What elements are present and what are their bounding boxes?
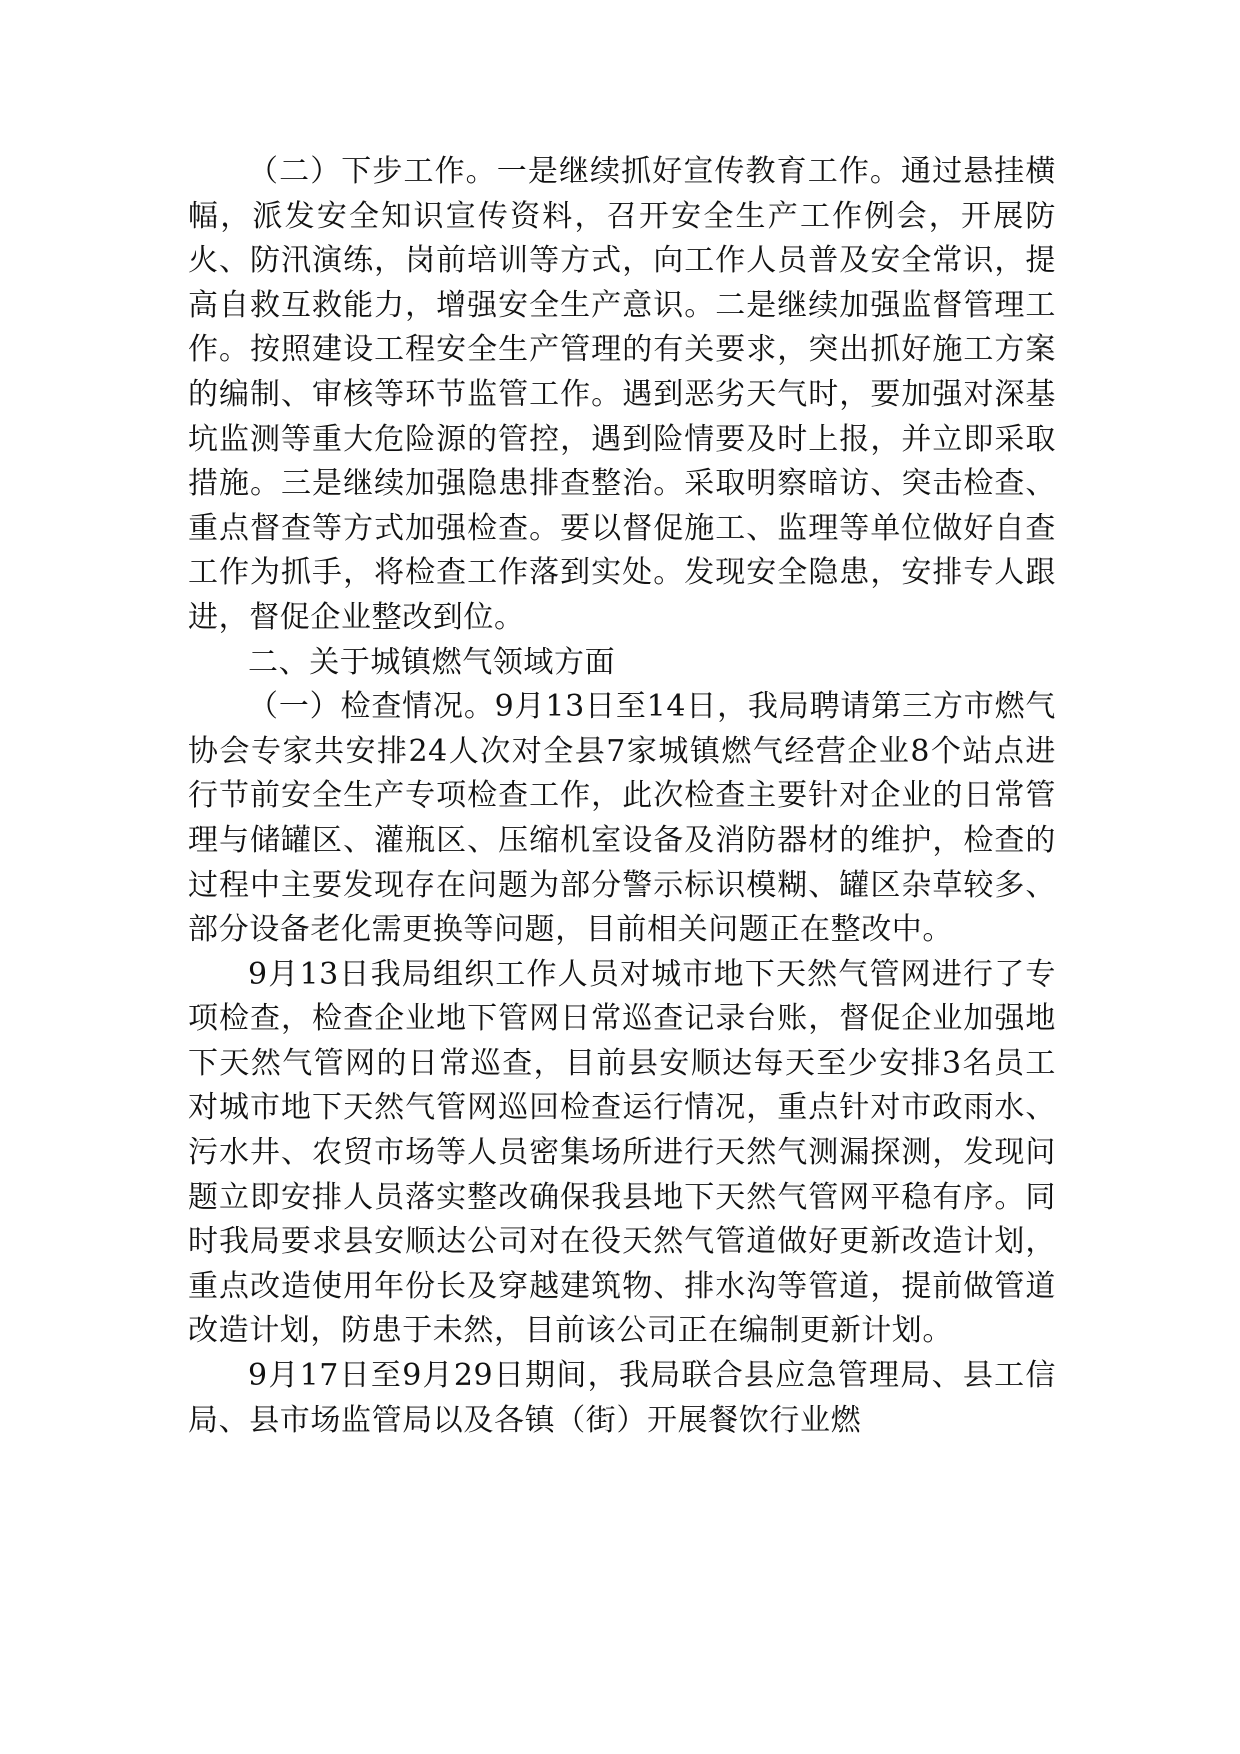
document-page [188,150,1056,1443]
paragraph-next-steps: （二）下步工作。一是继续抓好宣传教育工作。通过悬挂横幅，派发安全知识宣传资料，召开安全生产工作例会，开展防火、防汛演练，岗前培训等方式，向工作人员普及安全常识，提高自救互救能力，增强安全生产意识。二是继续加强监督管理工作。按照建设工程安全生产管理的有关要求，突出抓好施工方案的编制、审核等环节监管工作。遇到恶劣天气时，要加强对深基坑监测等重大危险源的管控，遇到险情要及时上报，并立即采取措施。三是继续加强隐患排查整治。采取明察暗访、突击检查、重点督查等方式加强检查。要以督促施工、监理等单位做好自查工作为抓手，将检查工作落到实处。发现安全隐患，安排专人跟进，督促企业整改到位。 [188,154,1056,635]
paragraph-joint-inspection: 9月17日至9月29日期间，我局联合县应急管理局、县工信局、县市场监管局以及各镇（街）开展餐饮行业燃 [188,1358,1056,1438]
paragraph-pipeline-inspection: 9月13日我局组织工作人员对城市地下天然气管网进行了专项检查，检查企业地下管网日常巡查记录台账，督促企业加强地下天然气管网的日常巡查，目前县安顺达每天至少安排3名员工对城市地下天然气管网巡回检查运行情况，重点针对市政雨水、污水井、农贸市场等人员密集场所进行天然气测漏探测，发现问题立即安排人员落实整改确保我县地下天然气管网平稳有序。同时我局要求县安顺达公司对在役天然气管道做好更新改造计划，重点改造使用年份长及穿越建筑物、排水沟等管道，提前做管道改造计划，防患于未然，目前该公司正在编制更新计划。 [188,956,1056,1349]
section-heading-urban-gas: 二、关于城镇燃气领域方面 [248,644,616,680]
paragraph-inspection-status: （一）检查情况。9月13日至14日，我局聘请第三方市燃气协会专家共安排24人次对全县7家城镇燃气经营企业8个站点进行节前安全生产专项检查工作，此次检查主要针对企业的日常管理与储罐区、灌瓶区、压缩机室设备及消防器材的维护，检查的过程中主要发现存在问题为部分警示标识模糊、罐区杂草较多、部分设备老化需更换等问题，目前相关问题正在整改中。 [188,689,1056,948]
